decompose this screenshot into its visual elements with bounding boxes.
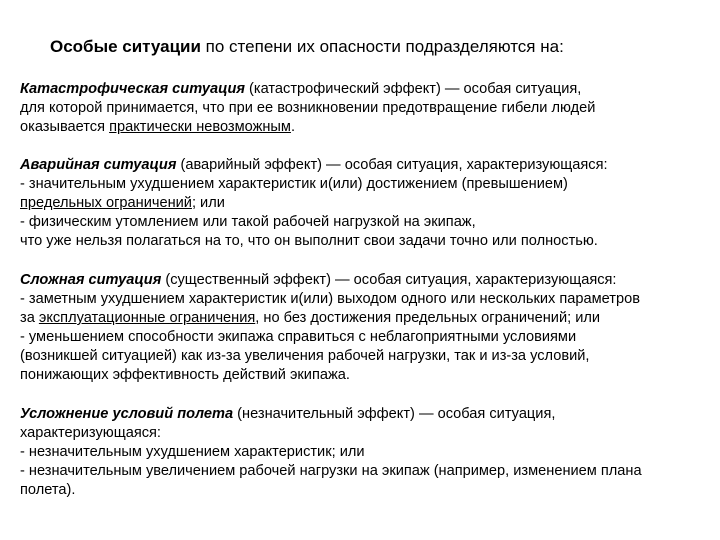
heading-rest: по степени их опасности подразделяются на: — [200, 37, 564, 56]
underlined-text: практически невозможным — [109, 119, 291, 135]
section-complication — [20, 405, 710, 500]
line-text: (аварийный эффект) — особая ситуация, характеризующаяся: — [176, 157, 608, 173]
section-line — [20, 118, 710, 137]
section-line — [20, 271, 710, 290]
underlined-text: эксплуатационные ограничения — [38, 310, 256, 326]
section-line — [20, 156, 710, 175]
line-text: - физическим утомлением или такой рабочей нагрузкой на экипаж, — [20, 214, 476, 230]
line-text: что уже нельзя полагаться на то, что он выполнит свои задачи точно или полностью. — [20, 233, 598, 249]
line-text: (катастрофический эффект) — особая ситуация, — [245, 81, 582, 97]
line-text: оказывается — [20, 119, 110, 135]
line-text: характеризующаяся: — [20, 425, 161, 441]
line-text: , но без достижения предельных ограничений; или — [255, 310, 601, 326]
section-line — [20, 405, 710, 424]
line-text: (существенный эффект) — особая ситуация, характеризующаяся: — [161, 272, 617, 288]
line-text: - значительным ухудшением характеристик и(или) достижением (превышением) — [20, 176, 568, 192]
term-complication: Усложнение условий полета — [20, 406, 234, 422]
line-text: - незначительным увеличением рабочей нагрузки на экипаж (например, изменением плана — [20, 463, 642, 479]
line-text: ; или — [191, 195, 225, 211]
section-complex — [20, 271, 710, 385]
section-line — [20, 80, 710, 99]
heading-bold: Особые ситуации — [50, 37, 201, 56]
line-text: полета). — [20, 482, 76, 498]
section-catastrophic — [20, 80, 710, 137]
line-text: - незначительным ухудшением характеристик; или — [20, 444, 365, 460]
line-text: для которой принимается, что при ее возникновении предотвращение гибели людей — [20, 100, 596, 116]
underlined-text: предельных ограничений — [20, 195, 192, 211]
line-text: . — [290, 119, 296, 135]
section-line — [20, 194, 710, 213]
term-complex: Сложная ситуация — [20, 272, 162, 288]
section-line — [20, 309, 710, 328]
line-text: за — [20, 310, 39, 326]
line-text: понижающих эффективность действий экипажа. — [20, 367, 350, 383]
term-catastrophic: Катастрофическая ситуация — [20, 81, 245, 97]
line-text: (незначительный эффект) — особая ситуация, — [233, 406, 556, 422]
line-text: (возникшей ситуацией) как из-за увеличения рабочей нагрузки, так и из-за условий, — [20, 348, 590, 364]
line-text: - уменьшением способности экипажа справиться с неблагоприятными условиями — [20, 329, 577, 345]
slide-heading — [50, 36, 564, 58]
term-emergency: Аварийная ситуация — [20, 157, 177, 173]
line-text: - заметным ухудшением характеристик и(или) выходом одного или нескольких параметров — [20, 291, 640, 307]
section-emergency — [20, 156, 710, 251]
